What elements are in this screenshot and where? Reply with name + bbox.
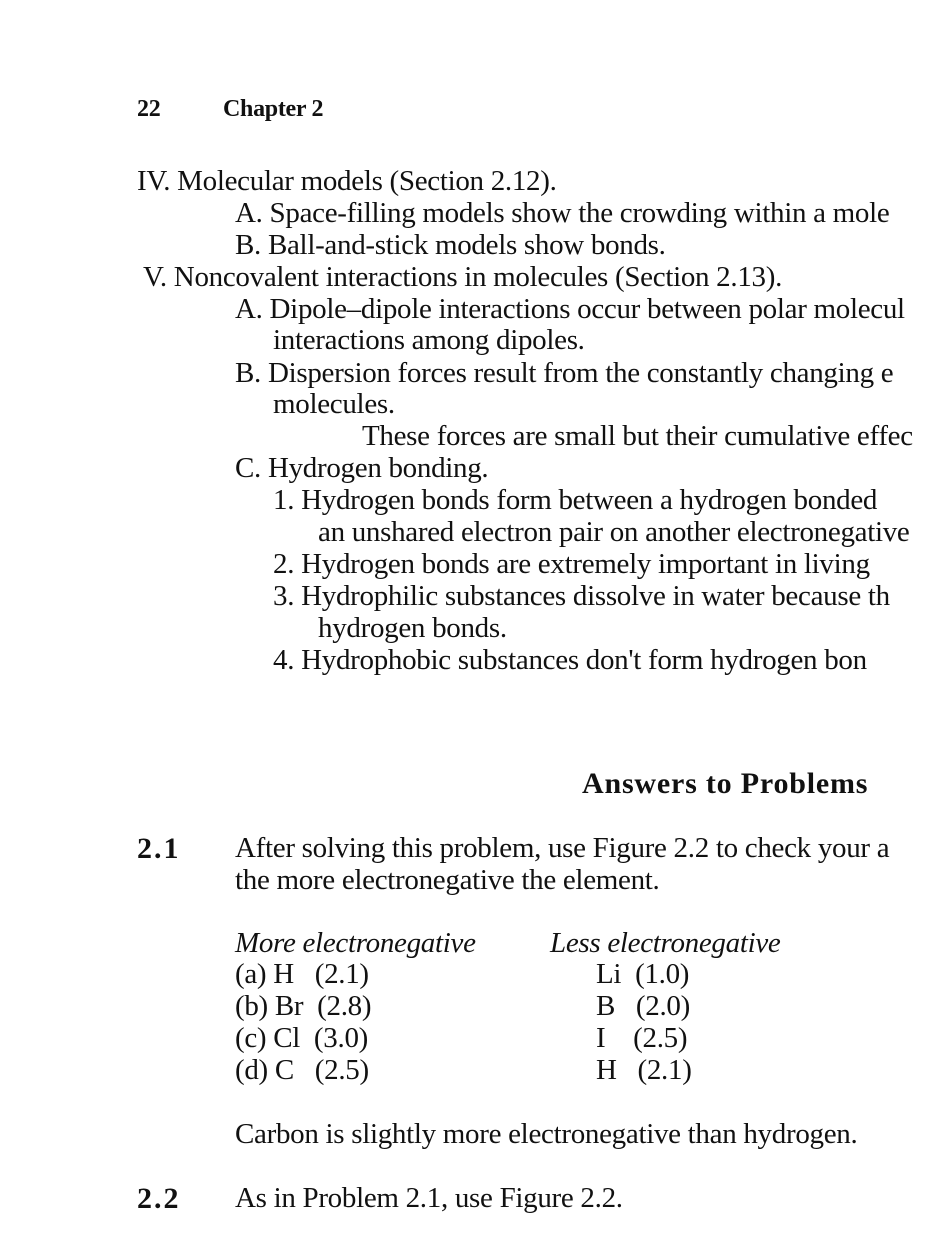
row-less-b: B (2.0) [596, 990, 690, 1022]
outline-v-b-line1: B. Dispersion forces result from the constantly changing e [235, 357, 894, 389]
outline-v-b-line2: molecules. [273, 388, 395, 420]
col-more-header: More electronegative [235, 927, 476, 959]
problem-2-1-text-line2: the more electronegative the element. [235, 864, 660, 896]
outline-v-c2: 2. Hydrogen bonds are extremely important in living [273, 548, 870, 580]
outline-v-c3-line2: hydrogen bonds. [318, 612, 507, 644]
row-more-a: (a) H (2.1) [235, 958, 369, 990]
outline-v-c1-line1: 1. Hydrogen bonds form between a hydrogen bonded [273, 484, 878, 516]
outline-iv-a: A. Space-filling models show the crowding within a mole [235, 197, 890, 229]
problem-2-2-text: As in Problem 2.1, use Figure 2.2. [235, 1182, 623, 1214]
problem-2-2-number: 2.2 [137, 1182, 181, 1215]
col-less-header: Less electronegative [550, 927, 781, 959]
problem-2-1-text-line1: After solving this problem, use Figure 2.2 to check your a [235, 832, 890, 864]
row-more-b: (b) Br (2.8) [235, 990, 372, 1022]
outline-iv-b: B. Ball-and-stick models show bonds. [235, 229, 666, 261]
outline-v-a-line1: A. Dipole–dipole interactions occur between polar molecul [235, 293, 905, 325]
chapter-title: Chapter 2 [223, 96, 324, 122]
outline-v-title: V. Noncovalent interactions in molecules (Section 2.13). [143, 261, 783, 293]
outline-v-c3-line1: 3. Hydrophilic substances dissolve in water because th [273, 580, 890, 612]
row-less-a: Li (1.0) [596, 958, 690, 990]
problem-2-1-number: 2.1 [137, 832, 181, 865]
outline-iv-title: IV. Molecular models (Section 2.12). [137, 165, 557, 197]
outline-v-c: C. Hydrogen bonding. [235, 452, 489, 484]
row-more-d: (d) C (2.5) [235, 1054, 369, 1086]
row-more-c: (c) Cl (3.0) [235, 1022, 369, 1054]
row-less-d: H (2.1) [596, 1054, 692, 1086]
outline-v-b-line3: These forces are small but their cumulative effec [362, 420, 913, 452]
problem-2-1-conclusion: Carbon is slightly more electronegative than hydrogen. [235, 1118, 858, 1150]
outline-v-c4: 4. Hydrophobic substances don't form hydrogen bon [273, 644, 867, 676]
page-number: 22 [137, 96, 161, 122]
row-less-c: I (2.5) [596, 1022, 688, 1054]
outline-v-c1-line2: an unshared electron pair on another electronegative [318, 516, 910, 548]
outline-v-a-line2: interactions among dipoles. [273, 324, 585, 356]
answers-heading: Answers to Problems [582, 767, 869, 800]
